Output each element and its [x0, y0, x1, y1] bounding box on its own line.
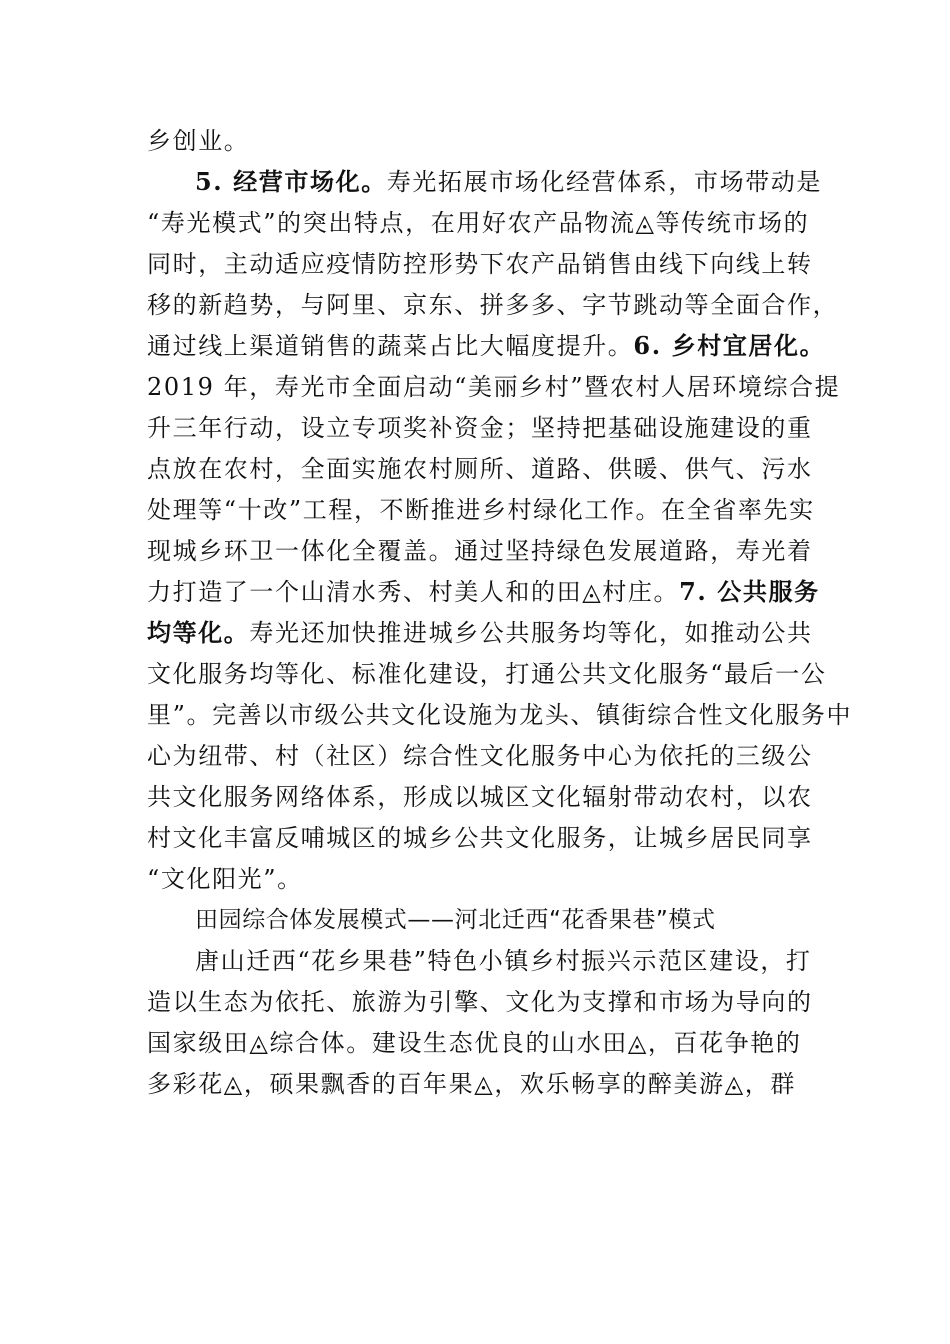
paragraph-line: 里”。完善以市级公共文化设施为龙头、镇街综合性文化服务中	[147, 701, 853, 729]
paragraph-line: 国家级田◬综合体。建设生态优良的山水田◬，百花争艳的	[147, 1029, 802, 1057]
paragraph-line: 5. 经营市场化。寿光拓展市场化经营体系，市场带动是	[195, 167, 823, 196]
paragraph-line: 2019 年，寿光市全面启动“美丽乡村”暨农村人居环境综合提	[147, 373, 841, 401]
paragraph-line: 多彩花◬，硕果飘香的百年果◬，欢乐畅享的醉美游◬，群	[147, 1070, 796, 1098]
section-label: 7. 公共服务	[679, 577, 820, 606]
paragraph-line: 升三年行动，设立专项奖补资金；坚持把基础设施建设的重	[147, 414, 813, 442]
section-label: 均等化。	[147, 618, 250, 647]
paragraph-line: 造以生态为依托、旅游为引擎、文化为支撑和市场为导向的	[147, 988, 813, 1016]
paragraph-line: “寿光模式”的突出特点，在用好农产品物流◬等传统市场的	[147, 209, 810, 237]
paragraph-line: 处理等“十改”工程，不断推进乡村绿化工作。在全省率先实	[147, 496, 815, 524]
paragraph-line: 均等化。寿光还加快推进城乡公共服务均等化，如推动公共	[147, 618, 813, 647]
paragraph-line: 通过线上渠道销售的蔬菜占比大幅度提升。6. 乡村宜居化。	[147, 331, 826, 360]
paragraph-line: 现城乡环卫一体化全覆盖。通过坚持绿色发展道路，寿光着	[147, 537, 813, 565]
section-heading: 田园综合体发展模式——河北迁西“花香果巷”模式	[195, 907, 716, 933]
paragraph-line: 力打造了一个山清水秀、村美人和的田◬村庄。7. 公共服务	[147, 577, 820, 606]
paragraph-line: 点放在农村，全面实施农村厕所、道路、供暖、供气、污水	[147, 455, 813, 483]
paragraph-line: 同时，主动适应疫情防控形势下农产品销售由线下向线上转	[147, 250, 813, 278]
paragraph-line: 村文化丰富反哺城区的城乡公共文化服务，让城乡居民同享	[147, 824, 813, 852]
paragraph-line: 乡创业。	[147, 127, 250, 155]
section-label: 5. 经营市场化。	[195, 167, 387, 196]
paragraph-line: 唐山迁西“花乡果巷”特色小镇乡村振兴示范区建设，打	[195, 947, 812, 975]
paragraph-line: “文化阳光”。	[147, 865, 303, 893]
paragraph-line: 心为纽带、村（社区）综合性文化服务中心为依托的三级公	[147, 742, 813, 770]
paragraph-line: 共文化服务网络体系，形成以城区文化辐射带动农村，以农	[147, 783, 813, 811]
paragraph-line: 文化服务均等化、标准化建设，打通公共文化服务“最后一公	[147, 660, 827, 688]
paragraph-line: 移的新趋势，与阿里、京东、拼多多、字节跳动等全面合作，	[147, 291, 839, 319]
section-label: 6. 乡村宜居化。	[633, 331, 826, 360]
